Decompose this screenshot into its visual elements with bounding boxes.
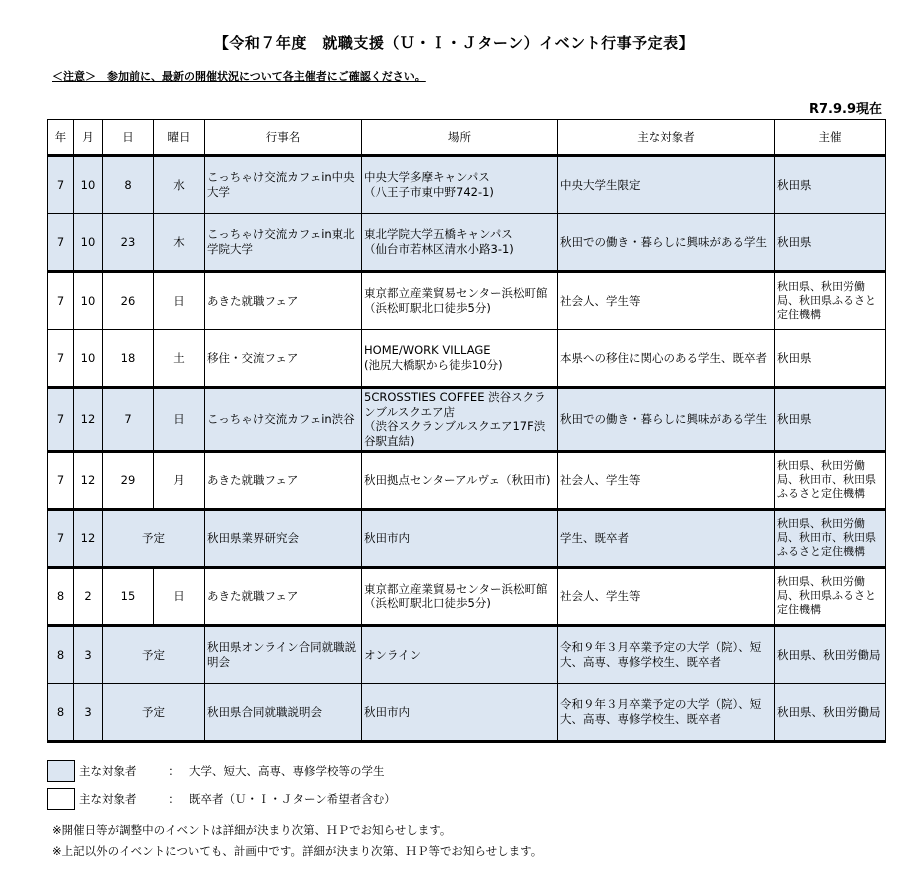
cell-weekday: 日 — [154, 567, 205, 625]
cell-month: 2 — [74, 567, 103, 625]
legend-colon: ： — [168, 764, 180, 778]
header-day: 日 — [103, 120, 154, 156]
cell-organizer: 秋田県、秋田労働局 — [775, 683, 886, 741]
legend-colon: ： — [168, 792, 180, 806]
legend-swatch-graduate — [47, 788, 75, 810]
table-row — [48, 330, 886, 388]
header-target: 主な対象者 — [558, 120, 775, 156]
cell-place: HOME/WORK VILLAGE (池尻大橋駅から徒歩10分) — [362, 330, 558, 388]
cell-weekday: 日 — [154, 388, 205, 452]
cell-target: 秋田での働き・暮らしに興味がある学生 — [558, 388, 775, 452]
header-weekday: 曜日 — [154, 120, 205, 156]
cell-day: 8 — [103, 156, 154, 214]
notice-text: ＜注意＞ 参加前に、最新の開催状況について各主催者にご確認ください。 — [52, 70, 426, 83]
cell-event: あきた就職フェア — [205, 567, 362, 625]
cell-event: あきた就職フェア — [205, 451, 362, 509]
cell-month: 10 — [74, 214, 103, 272]
header-year: 年 — [48, 120, 74, 156]
legend-swatch-student — [47, 760, 75, 782]
cell-target: 令和９年３月卒業予定の大学（院）、短大、高専、専修学校生、既卒者 — [558, 625, 775, 683]
cell-organizer: 秋田県 — [775, 156, 886, 214]
cell-target: 学生、既卒者 — [558, 509, 775, 567]
cell-event: こっちゃけ交流カフェin東北学院大学 — [205, 214, 362, 272]
legend-student — [47, 760, 385, 782]
table-row — [48, 272, 886, 330]
table-row — [48, 388, 886, 452]
cell-year: 7 — [48, 388, 74, 452]
cell-weekday: 日 — [154, 272, 205, 330]
cell-target: 令和９年３月卒業予定の大学（院）、短大、高専、専修学校生、既卒者 — [558, 683, 775, 741]
cell-year: 8 — [48, 683, 74, 741]
cell-event: 移住・交流フェア — [205, 330, 362, 388]
cell-day: 29 — [103, 451, 154, 509]
cell-day: 7 — [103, 388, 154, 452]
note-1: ※開催日等が調整中のイベントは詳細が決まり次第、ＨＰでお知らせします。 — [52, 823, 452, 837]
cell-event: こっちゃけ交流カフェin中央大学 — [205, 156, 362, 214]
cell-target: 社会人、学生等 — [558, 451, 775, 509]
cell-year: 7 — [48, 330, 74, 388]
cell-month: 12 — [74, 509, 103, 567]
cell-organizer: 秋田県、秋田労働局、秋田市、秋田県ふるさと定住機構 — [775, 451, 886, 509]
cell-year: 7 — [48, 451, 74, 509]
cell-event: 秋田県オンライン合同就職説明会 — [205, 625, 362, 683]
cell-target: 本県への移住に関心のある学生、既卒者 — [558, 330, 775, 388]
table-row — [48, 156, 886, 214]
cell-year: 7 — [48, 214, 74, 272]
cell-weekday: 土 — [154, 330, 205, 388]
cell-event: あきた就職フェア — [205, 272, 362, 330]
cell-place: 5CROSSTIES COFFEE 渋谷スクランブルスクエア店 （渋谷スクランブルスクエア17F渋谷駅直結) — [362, 388, 558, 452]
page-title: 【令和７年度 就職支援（Ｕ・Ｉ・Ｊターン）イベント行事予定表】 — [213, 34, 695, 52]
cell-place: 東京都立産業貿易センター浜松町館 （浜松町駅北口徒歩5分) — [362, 567, 558, 625]
cell-organizer: 秋田県、秋田労働局 — [775, 625, 886, 683]
header-month: 月 — [74, 120, 103, 156]
as-of-date: R7.9.9現在 — [808, 102, 882, 117]
header-place: 場所 — [362, 120, 558, 156]
table-row — [48, 451, 886, 509]
cell-organizer: 秋田県 — [775, 214, 886, 272]
cell-day-weekday: 予定 — [103, 683, 205, 741]
cell-day-weekday: 予定 — [103, 625, 205, 683]
table-row — [48, 625, 886, 683]
cell-place: 秋田市内 — [362, 683, 558, 741]
cell-event: 秋田県合同就職説明会 — [205, 683, 362, 741]
cell-target: 社会人、学生等 — [558, 567, 775, 625]
cell-target: 中央大学生限定 — [558, 156, 775, 214]
legend-label: 主な対象者 — [79, 792, 137, 806]
cell-day: 23 — [103, 214, 154, 272]
cell-month: 12 — [74, 388, 103, 452]
cell-place: オンライン — [362, 625, 558, 683]
note-2: ※上記以外のイベントについても、計画中です。詳細が決まり次第、ＨＰ等でお知らせします。 — [52, 844, 543, 858]
cell-month: 3 — [74, 625, 103, 683]
cell-day: 26 — [103, 272, 154, 330]
cell-event: こっちゃけ交流カフェin渋谷 — [205, 388, 362, 452]
cell-year: 7 — [48, 509, 74, 567]
table-row — [48, 214, 886, 272]
cell-organizer: 秋田県、秋田労働局、秋田県ふるさと定住機構 — [775, 567, 886, 625]
cell-organizer: 秋田県 — [775, 330, 886, 388]
event-schedule-table — [47, 119, 886, 743]
cell-event: 秋田県業界研究会 — [205, 509, 362, 567]
cell-month: 3 — [74, 683, 103, 741]
cell-place: 秋田市内 — [362, 509, 558, 567]
cell-day-weekday: 予定 — [103, 509, 205, 567]
legend-desc: 大学、短大、高専、専修学校等の学生 — [189, 764, 385, 778]
cell-year: 8 — [48, 625, 74, 683]
cell-day: 15 — [103, 567, 154, 625]
cell-place: 東京都立産業貿易センター浜松町館 （浜松町駅北口徒歩5分) — [362, 272, 558, 330]
cell-organizer: 秋田県 — [775, 388, 886, 452]
legend-graduate — [47, 788, 396, 810]
table-header-row — [48, 120, 886, 156]
cell-organizer: 秋田県、秋田労働局、秋田市、秋田県ふるさと定住機構 — [775, 509, 886, 567]
cell-target: 社会人、学生等 — [558, 272, 775, 330]
cell-year: 7 — [48, 272, 74, 330]
cell-month: 10 — [74, 330, 103, 388]
cell-organizer: 秋田県、秋田労働局、秋田県ふるさと定住機構 — [775, 272, 886, 330]
table-row — [48, 509, 886, 567]
cell-place: 東北学院大学五橋キャンパス （仙台市若林区清水小路3-1) — [362, 214, 558, 272]
cell-place: 秋田拠点センターアルヴェ（秋田市) — [362, 451, 558, 509]
cell-weekday: 月 — [154, 451, 205, 509]
cell-month: 12 — [74, 451, 103, 509]
cell-day: 18 — [103, 330, 154, 388]
cell-target: 秋田での働き・暮らしに興味がある学生 — [558, 214, 775, 272]
cell-year: 7 — [48, 156, 74, 214]
legend-label: 主な対象者 — [79, 764, 137, 778]
cell-year: 8 — [48, 567, 74, 625]
header-event: 行事名 — [205, 120, 362, 156]
table-row — [48, 683, 886, 741]
cell-weekday: 木 — [154, 214, 205, 272]
table-row — [48, 567, 886, 625]
cell-place: 中央大学多摩キャンパス （八王子市東中野742-1) — [362, 156, 558, 214]
cell-month: 10 — [74, 156, 103, 214]
header-organizer: 主催 — [775, 120, 886, 156]
legend-desc: 既卒者（Ｕ・Ｉ・Ｊターン希望者含む） — [189, 792, 396, 806]
cell-weekday: 水 — [154, 156, 205, 214]
cell-month: 10 — [74, 272, 103, 330]
